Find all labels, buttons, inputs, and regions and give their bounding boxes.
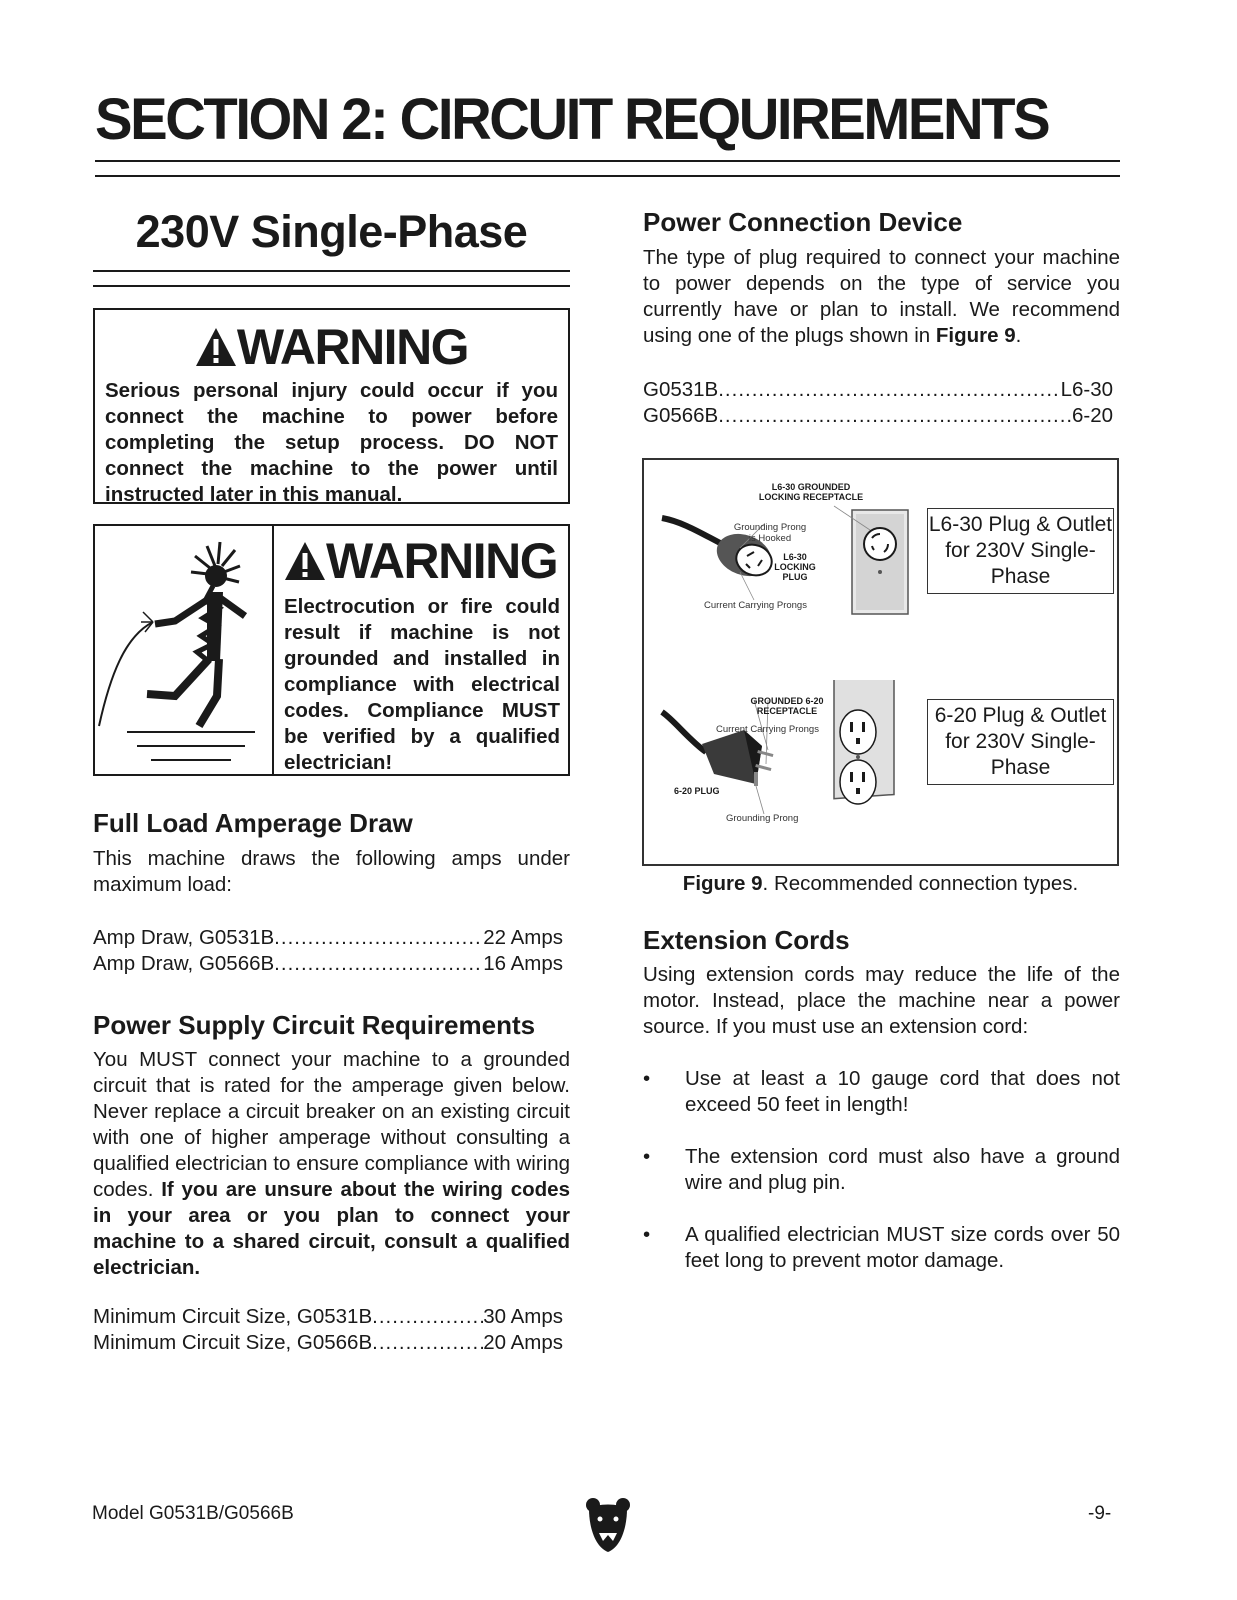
prong-hooked-label: Grounding Prong is Hooked [733, 522, 807, 544]
bullet-text: The extension cord must also have a ground wire and plug pin. [685, 1145, 1120, 1194]
power-connection-heading: Power Connection Device [643, 207, 963, 237]
subsection-rule-top [93, 270, 570, 272]
spec-row [93, 1304, 563, 1330]
warning-text: Electrocution or fire could result if machine is not grounded and installed in compliance with electrical codes. Compliance MUST be verified by a qualified electrician! [284, 595, 560, 774]
spec-row [93, 925, 563, 951]
spec-label: G0566B [643, 404, 719, 427]
full-load-intro: This machine draws the following amps under maximum load: [93, 847, 570, 896]
6-20-plug-label: 6-20 PLUG [674, 786, 720, 796]
bullet-symbol: • [643, 1145, 651, 1168]
spec-row [93, 951, 563, 977]
warning-heading [95, 319, 568, 375]
power-connection-text [643, 245, 1120, 349]
warning-box-electrocution [93, 524, 570, 776]
bullet-symbol: • [643, 1067, 651, 1090]
leader-dots [274, 951, 483, 977]
warning-label: WARNING [236, 319, 469, 375]
l6-30-caption-box: L6-30 Plug & Outlet for 230V Single-Phase [927, 508, 1114, 594]
leader-dots [274, 925, 483, 951]
leader-dots [372, 1330, 483, 1356]
section-title: SECTION 2: CIRCUIT REQUIREMENTS [95, 87, 1049, 152]
full-load-heading: Full Load Amperage Draw [93, 808, 413, 838]
warning-text: Serious personal injury could occur if you connect the machine to power before completing the setup process. DO NOT connect the machine to the power until instructed later in this manual. [105, 379, 558, 506]
power-connection-text-end: . [1015, 324, 1022, 347]
l6-30-receptacle-label: L6-30 GROUNDED LOCKING RECEPTACLE [758, 482, 864, 502]
spec-row [93, 1330, 563, 1356]
spec-value: 22 Amps [483, 926, 563, 949]
spec-value: L6-30 [1060, 378, 1113, 401]
leader-dots [718, 403, 1072, 429]
spec-value: 30 Amps [483, 1305, 563, 1328]
extension-intro: Using extension cords may reduce the life of the motor. Instead, place the machine near a power source. If you must use an extension cord: [643, 963, 1120, 1038]
title-rule-top [95, 160, 1120, 162]
current-prongs-label: Current Carrying Prongs [716, 724, 819, 735]
figure-caption [642, 872, 1119, 896]
title-rule-bottom [95, 175, 1120, 177]
subsection-title: 230V Single-Phase [135, 206, 528, 257]
plug-type-list [643, 377, 1113, 429]
warning-triangle-icon [195, 327, 237, 367]
power-connection-text-body: The type of plug required to connect your machine to power depends on the type of service you currently have or plan to install. We recommend using one of the plugs shown in [643, 246, 1120, 347]
bullet-text: Use at least a 10 gauge cord that does not exceed 50 feet in length! [685, 1067, 1120, 1116]
spec-label: Amp Draw, G0531B [93, 926, 275, 949]
spec-label: Amp Draw, G0566B [93, 952, 275, 975]
spec-row [643, 377, 1113, 403]
spec-value: 16 Amps [483, 952, 563, 975]
electrocution-illustration [95, 526, 274, 774]
extension-bullets [643, 1066, 1120, 1274]
spec-row [643, 403, 1113, 429]
warning-box-setup [93, 308, 570, 504]
amp-draw-list [93, 925, 563, 977]
spec-label: G0531B [643, 378, 719, 401]
subsection-rule-bottom [93, 285, 570, 287]
list-item [643, 1222, 1120, 1274]
6-20-receptacle-label: GROUNDED 6-20 RECEPTACLE [750, 696, 824, 716]
list-item [643, 1066, 1120, 1118]
power-supply-text [93, 1047, 570, 1281]
figure-reference: Figure 9 [935, 324, 1016, 347]
bear-logo-icon [585, 1497, 631, 1553]
6-20-caption-box: 6-20 Plug & Outlet for 230V Single-Phase [927, 699, 1114, 785]
power-supply-heading: Power Supply Circuit Requirements [93, 1010, 536, 1040]
extension-cords-heading: Extension Cords [643, 925, 850, 955]
power-supply-text-bold: If you are unsure about the wiring codes in your area or you plan to connect your machine to a shared circuit, consult a qualified electrician. [93, 1178, 570, 1279]
leader-dots [718, 377, 1060, 403]
leader-dots [372, 1304, 483, 1330]
spec-value: 6-20 [1071, 404, 1113, 427]
warning-triangle-icon [284, 541, 326, 581]
spec-label: Minimum Circuit Size, G0531B [93, 1305, 373, 1328]
circuit-size-list [93, 1304, 563, 1356]
power-supply-text-normal: You MUST connect your machine to a grounded circuit that is rated for the amperage given below. Never replace a circuit breaker on an existing circuit with one of higher amperage without consulting a qualified electrician to ensure compliance with wiring codes. [93, 1048, 570, 1201]
electrocution-icon [95, 526, 272, 774]
bullet-symbol: • [643, 1223, 651, 1246]
figure-caption-ref: Figure 9 [682, 872, 763, 895]
l6-30-plug-label: L6-30 LOCKING PLUG [774, 552, 816, 582]
bullet-text: A qualified electrician MUST size cords over 50 feet long to prevent motor damage. [685, 1223, 1120, 1272]
footer-model: Model G0531B/G0566B [92, 1503, 294, 1524]
warning2-content [284, 533, 560, 776]
grounding-prong-label: Grounding Prong [726, 813, 799, 824]
figure-caption-text: . Recommended connection types. [762, 872, 1079, 895]
spec-label: Minimum Circuit Size, G0566B [93, 1331, 373, 1354]
list-item [643, 1144, 1120, 1196]
spec-value: 20 Amps [483, 1331, 563, 1354]
figure-9 [642, 458, 1119, 866]
warning-label: WARNING [326, 533, 558, 589]
current-prongs-label: Current Carrying Prongs [704, 600, 807, 611]
footer-page-number: -9- [1088, 1503, 1112, 1524]
warning-heading [284, 533, 560, 589]
